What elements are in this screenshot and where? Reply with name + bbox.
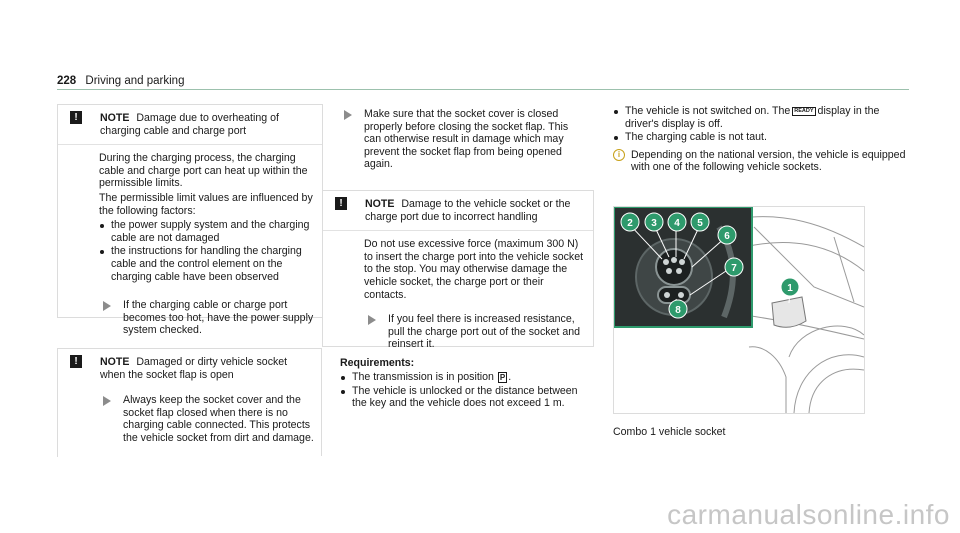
note-title-2: charging cable and charge port: [100, 124, 247, 137]
note-paragraph: Do not use excessive force (maximum 300 N) to insert the charge port into the vehicle socket to the stop. You may otherwise damage the vehicle socket, the charge port or their contacts.: [364, 238, 584, 301]
step-arrow-icon: [103, 301, 111, 311]
note-dirty-socket: [57, 348, 322, 457]
step-arrow-icon: [344, 110, 352, 120]
callout-2: [621, 213, 639, 231]
step-arrow-icon: [103, 396, 111, 406]
list-item: the instructions for handling the charging cable and the control element on the charging cable have been observed: [99, 245, 314, 283]
note-title-1: Damaged or dirty vehicle socket: [136, 356, 288, 368]
note-title-2: charge port due to incorrect handling: [365, 210, 538, 223]
list-item: The vehicle is not switched on. The READY display in the driver's display is off.: [613, 105, 913, 130]
callout-5: [691, 213, 709, 231]
bullet-icon: [341, 390, 345, 394]
svg-text:6: 6: [724, 231, 730, 242]
info-icon: i: [613, 149, 625, 161]
note-title-2: when the socket flap is open: [100, 368, 234, 381]
list-item: the power supply system and the charging cable are not damaged: [99, 219, 314, 244]
note-header: [58, 349, 322, 388]
svg-text:8: 8: [675, 305, 681, 316]
list-item: The charging cable is not taut.: [613, 131, 913, 144]
page-number: 228: [57, 75, 77, 87]
bullet-icon: [341, 376, 345, 380]
instruction-step: If you feel there is increased resistance, pull the charge port out of the socket and reinsert it.: [364, 313, 585, 351]
warning-icon: !: [335, 197, 347, 210]
svg-text:3: 3: [651, 218, 657, 229]
list-item: The vehicle is unlocked or the distance between the key and the vehicle does not exceed 1 m.: [340, 385, 590, 410]
note-header: [323, 191, 593, 231]
callout-1: [781, 278, 799, 296]
bullet-icon: [100, 224, 104, 228]
svg-text:1: 1: [787, 283, 793, 294]
note-title-1: Damage to the vehicle socket or the: [401, 198, 571, 210]
note-paragraph: During the charging process, the charging cable and charge port can heat up within the permissible limits.: [99, 152, 308, 190]
instruction-step: If the charging cable or charge port becomes too hot, have the power supply system checked.: [99, 299, 314, 337]
warning-icon: !: [70, 111, 82, 124]
ready-indicator-icon: READY: [794, 107, 814, 114]
bullet-icon: [614, 136, 618, 140]
step-top-container: [340, 108, 586, 171]
note-label: NOTE: [100, 356, 130, 368]
bullet-icon: [614, 110, 618, 114]
bullet-icon: [100, 250, 104, 254]
socket-figure: [614, 207, 864, 413]
callout-3: [645, 213, 663, 231]
callout-6: [718, 226, 736, 244]
note-title-1: Damage due to overheating of: [136, 112, 279, 124]
note-label: NOTE: [365, 198, 395, 210]
note-paragraph: The permissible limit values are influenced by the following factors:: [99, 191, 313, 217]
vehicle-socket-illustration: [613, 206, 865, 414]
info-note: i Depending on the national version, the vehicle is equipped with one of the following vehicle sockets.: [613, 149, 913, 174]
note-overheating: [57, 104, 323, 337]
svg-text:2: 2: [627, 218, 633, 229]
svg-text:5: 5: [697, 218, 703, 229]
section-title: Driving and parking: [85, 75, 185, 87]
callout-7: [725, 258, 743, 276]
warning-icon: !: [70, 355, 82, 368]
requirements-title: Requirements:: [340, 357, 415, 369]
step-arrow-icon: [368, 315, 376, 325]
svg-text:7: 7: [731, 263, 737, 274]
callout-4: [668, 213, 686, 231]
callout-8: [669, 300, 687, 318]
note-header: [58, 105, 322, 145]
list-item: The transmission is in position P .: [340, 371, 590, 384]
instruction-step: Always keep the socket cover and the socket flap closed when there is no charging cable connected. This protects the vehicle socket from dirt and damage.: [99, 394, 314, 444]
note-label: NOTE: [100, 112, 130, 124]
header-rule: [57, 89, 909, 90]
instruction-step: Make sure that the socket cover is closed properly before closing the socket flap. This can otherwise result in damage which may prevent the socket flap from being opened again.: [340, 108, 586, 171]
watermark: carmanualsonline.info: [667, 499, 950, 530]
park-position-icon: P: [499, 373, 506, 382]
svg-text:4: 4: [674, 218, 680, 229]
note-incorrect-handling: [322, 190, 594, 351]
page-header: [57, 75, 184, 88]
column-rule: [322, 104, 323, 174]
figure-caption: Combo 1 vehicle socket: [613, 426, 726, 438]
column-rule: [321, 348, 322, 456]
